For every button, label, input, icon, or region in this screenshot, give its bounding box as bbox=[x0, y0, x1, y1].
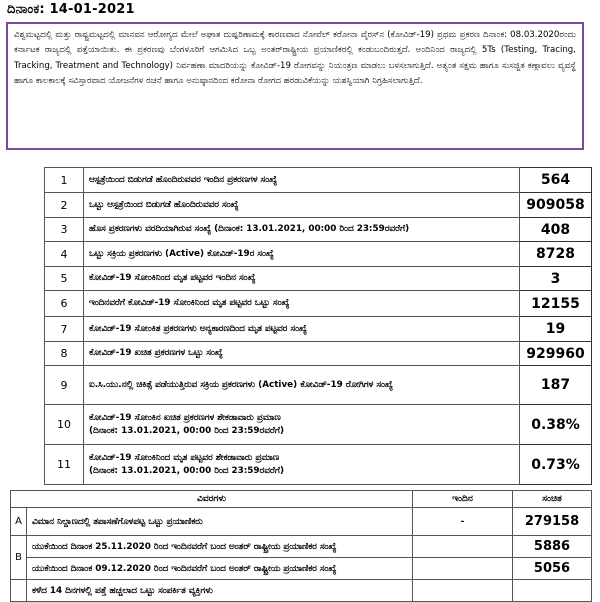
row-description: ಕೋವಿಡ್-19 ಸೋಂಕಿನಿಂದ ಮೃತ ಪಟ್ಟವರ ಇಂದಿನ ಸಂಖ್ಯೆ bbox=[84, 267, 520, 291]
table-row bbox=[11, 558, 592, 580]
row-number: 5 bbox=[45, 267, 84, 291]
table-row bbox=[45, 445, 592, 485]
row-number: 2 bbox=[45, 193, 84, 218]
row-description: ಒಟ್ಟು ಸಕ್ರಿಯ ಪ್ರಕರಣಗಳು (Active) ಕೋವಿಡ್-19ರ ಸಂಖ್ಯೆ bbox=[84, 242, 520, 267]
row-number: 7 bbox=[45, 317, 84, 342]
row-value: 187 bbox=[520, 366, 592, 405]
row-number: 4 bbox=[45, 242, 84, 267]
row-number: 1 bbox=[45, 168, 84, 193]
table-row bbox=[45, 193, 592, 218]
row-number: 6 bbox=[45, 291, 84, 317]
row-value: 0.38% bbox=[520, 405, 592, 445]
row-description: ಇಂದಿನವರೆಗೆ ಕೋವಿಡ್-19 ಸೋಂಕಿನಿಂದ ಮೃತ ಪಟ್ಟವರ ಒಟ್ಟು ಸಂಖ್ಯೆ bbox=[84, 291, 520, 317]
report-date: ದಿನಾಂಕ: 14-01-2021 bbox=[7, 2, 135, 17]
row-letter bbox=[11, 580, 27, 602]
row-description-sub: (ದಿನಾಂಕ: 13.01.2021, 00:00 ರಿಂದ 23:59ರವರೆಗೆ) bbox=[89, 465, 284, 476]
row-description: ಯುಕೆಯಿಂದ ದಿನಾಂಕ 25.11.2020 ರಿಂದ ಇಂದಿನವರೆಗೆ ಬಂದ ಅಂತರ್ ರಾಷ್ಟ್ರೀಯ ಪ್ರಯಾಣಿಕರ ಸಂಖ್ಯೆ bbox=[27, 536, 413, 558]
row-total: 5056 bbox=[513, 558, 592, 580]
intro-paragraph: ವಿಶ್ವಮಟ್ಟದಲ್ಲಿ ಮತ್ತು ರಾಷ್ಟ್ರಮಟ್ಟದಲ್ಲಿ ಮಾನವನ ಆರೋಗ್ಯದ ಮೇಲೆ ಅಘಾತ ದುಷ್ಪರಿಣಾಮಕ್ಕೆ ಕಾರಣವಾದ ನೋವೆಲ್ ಕರೋನಾ ವೈರಸ್‌ನ (ಕೋವಿಡ್-19) ಪ್ರಥಮ ಪ್ರಕರಣ ದಿನಾಂಕ: 08.03.2020ರಂದು ಕರ್ನಾಟಕ ರಾಜ್ಯದಲ್ಲಿ ಪತ್ತೆಯಾಯಿತು. ಈ ಪ್ರಕರಣವು ಬೆಂಗಳೂರಿಗೆ ಆಗಮಿಸಿದ ಒಬ್ಬ ಅಂತರ್‌ರಾಷ್ಟ್ರೀಯ ಪ್ರಯಾಣಿಕರಲ್ಲಿ ಕಂಡುಬಂದಿರುತ್ತದೆ. ಅಂದಿನಿಂದ ರಾಜ್ಯದಲ್ಲಿ 5Ts (Testing, Tracing, Tracking, Treatment and Technology) ನಿರ್ವಹಣಾ ಮಾದರಿಯನ್ನು ಕೋವಿಡ್-19 ರೋಗವನ್ನು ನಿಯಂತ್ರಣ ಮಾಡಲು ಬಳಸಲಾಗುತ್ತಿದೆ. ಅತ್ಯಂತ ಸಕ್ಷಮ ಹಾಗೂ ಸುಸಜ್ಜಿತ ಕಣ್ಗಾವಲು ವ್ಯವಸ್ಥೆ ಹಾಗೂ ಕಾಲಕಾಲಕ್ಕೆ ಸವಿಸ್ತಾರವಾದ ಯೋಜನೆಗಳ ರಚನೆ ಹಾಗೂ ಅನುಷ್ಠಾನದಿಂದ ಕರೋನಾ ರೋಗದ ಹರಡುವಿಕೆಯನ್ನು ಯಶಸ್ವಿಯಾಗಿ ನಿಗ್ರಹಿಸಲಾಗುತ್ತಿದೆ. bbox=[6, 22, 584, 150]
row-description: ಆಸ್ಪತ್ರೆಯಿಂದ ಬಿಡುಗಡೆ ಹೊಂದಿರುವವರ ಇಂದಿನ ಪ್ರಕರಣಗಳ ಸಂಖ್ಯೆ bbox=[84, 168, 520, 193]
header-total: ಸಂಚಿತ bbox=[513, 491, 592, 508]
row-description: ಕೋವಿಡ್-19 ಸೋಂಕಿತ ಪ್ರಕರಣಗಳು ಅನ್ಯಕಾರಣದಿಂದ ಮೃತ ಪಟ್ಟವರ ಸಂಖ್ಯೆ bbox=[84, 317, 520, 342]
row-number: 9 bbox=[45, 366, 84, 405]
row-number: 11 bbox=[45, 445, 84, 485]
row-value: 3 bbox=[520, 267, 592, 291]
row-description: ಒಟ್ಟು ಆಸ್ಪತ್ರೆಯಿಂದ ಬಿಡುಗಡೆ ಹೊಂದಿರುವವರ ಸಂಖ್ಯೆ bbox=[84, 193, 520, 218]
row-number: 8 bbox=[45, 342, 84, 366]
table-row bbox=[11, 508, 592, 536]
row-value: 0.73% bbox=[520, 445, 592, 485]
table-header-row bbox=[11, 491, 592, 508]
row-total: 5886 bbox=[513, 536, 592, 558]
table-row bbox=[11, 580, 592, 602]
row-total: 279158 bbox=[513, 508, 592, 536]
row-description bbox=[84, 405, 520, 445]
row-value: 8728 bbox=[520, 242, 592, 267]
row-number: 3 bbox=[45, 218, 84, 242]
header-today: ಇಂದಿನ bbox=[413, 491, 513, 508]
row-value: 19 bbox=[520, 317, 592, 342]
row-description: ಯುಕೆಯಿಂದ ದಿನಾಂಕ 09.12.2020 ರಿಂದ ಇಂದಿನವರೆಗೆ ಬಂದ ಅಂತರ್ ರಾಷ್ಟ್ರೀಯ ಪ್ರಯಾಣಿಕರ ಸಂಖ್ಯೆ bbox=[27, 558, 413, 580]
row-description: ವಿಮಾನ ನಿಲ್ದಾಣದಲ್ಲಿ ತಪಾಸಣೆಗೊಳಪಟ್ಟ ಒಟ್ಟು ಪ್ರಯಾಣಿಕರು bbox=[27, 508, 413, 536]
row-description: ಕೋವಿಡ್-19 ಖಚಿತ ಪ್ರಕರಣಗಳ ಒಟ್ಟು ಸಂಖ್ಯೆ bbox=[84, 342, 520, 366]
covid-stats-table bbox=[44, 167, 592, 485]
table-row bbox=[45, 317, 592, 342]
row-description: ಹೊಸ ಪ್ರಕರಣಗಳು ವರದಿಯಾಗಿರುವ ಸಂಖ್ಯೆ (ದಿನಾಂಕ: 13.01.2021, 00:00 ರಿಂದ 23:59ರವರೆಗೆ) bbox=[84, 218, 520, 242]
table-row bbox=[45, 267, 592, 291]
row-today: - bbox=[413, 508, 513, 536]
table-row bbox=[45, 218, 592, 242]
row-today bbox=[413, 558, 513, 580]
header-details: ವಿವರಗಳು bbox=[11, 491, 413, 508]
table-row bbox=[45, 405, 592, 445]
table-row bbox=[45, 366, 592, 405]
row-value: 408 bbox=[520, 218, 592, 242]
row-letter: A bbox=[11, 508, 27, 536]
table-row bbox=[45, 342, 592, 366]
row-value: 909058 bbox=[520, 193, 592, 218]
row-today bbox=[413, 580, 513, 602]
row-today bbox=[413, 536, 513, 558]
travel-stats-table bbox=[10, 490, 592, 602]
row-description-main: ಕೋವಿಡ್-19 ಸೋಂಕಿನಿಂದ ಮೃತ ಪಟ್ಟವರ ಶೇಕಡಾವಾರು ಪ್ರಮಾಣ bbox=[89, 452, 280, 463]
row-value: 929960 bbox=[520, 342, 592, 366]
row-description-sub: (ದಿನಾಂಕ: 13.01.2021, 00:00 ರಿಂದ 23:59ರವರೆಗೆ) bbox=[89, 425, 284, 436]
row-value: 12155 bbox=[520, 291, 592, 317]
table-row bbox=[11, 536, 592, 558]
row-description bbox=[84, 445, 520, 485]
row-description: ಕಳೆದ 14 ದಿನಗಳಲ್ಲಿ ಪತ್ತೆ ಹಚ್ಚಲಾದ ಒಟ್ಟು ಸಂಪರ್ಕಿತ ವ್ಯಕ್ತಿಗಳು bbox=[27, 580, 413, 602]
row-value: 564 bbox=[520, 168, 592, 193]
table-row bbox=[45, 291, 592, 317]
row-total bbox=[513, 580, 592, 602]
table-row bbox=[45, 168, 592, 193]
row-number: 10 bbox=[45, 405, 84, 445]
row-letter: B bbox=[11, 536, 27, 580]
row-description-main: ಕೋವಿಡ್-19 ಸೋಂಕಿನ ಖಚಿತ ಪ್ರಕರಣಗಳ ಶೇಕಡಾವಾರು ಪ್ರಮಾಣ bbox=[89, 412, 281, 423]
row-description: ಐ.ಸಿ.ಯು.ನಲ್ಲಿ ಚಿಕಿತ್ಸೆ ಪಡೆಯುತ್ತಿರುವ ಸಕ್ರಿಯ ಪ್ರಕರಣಗಳು (Active) ಕೋವಿಡ್-19 ರೋಗಿಗಳ ಸಂಖ್ಯೆ bbox=[84, 366, 520, 405]
table-row bbox=[45, 242, 592, 267]
